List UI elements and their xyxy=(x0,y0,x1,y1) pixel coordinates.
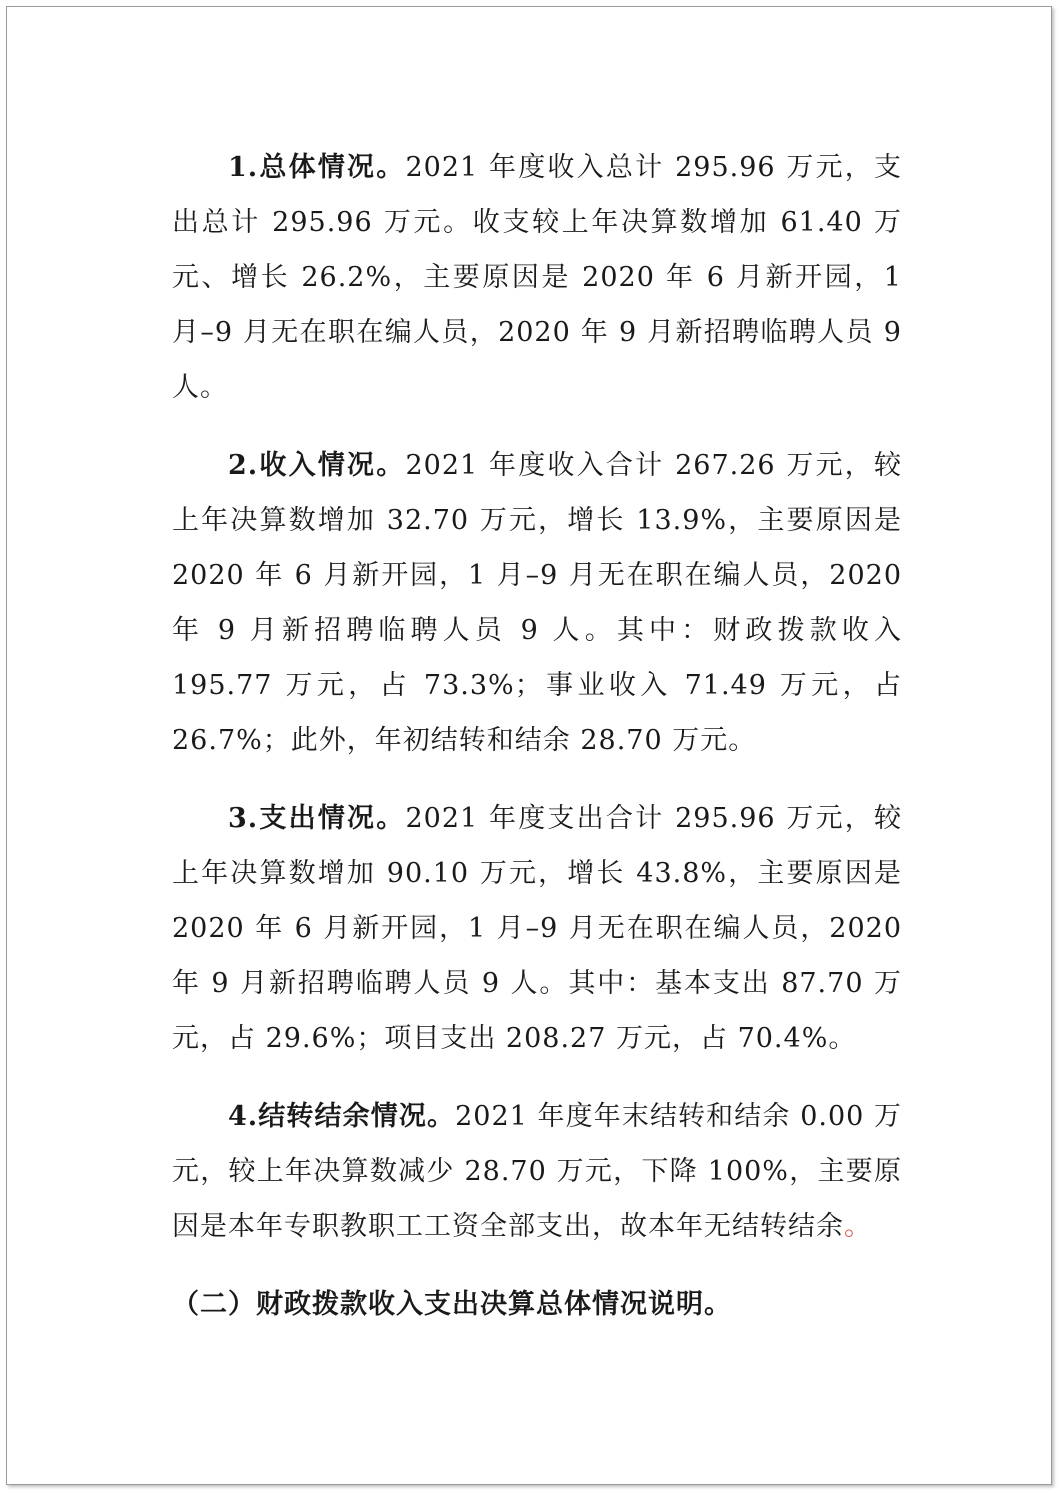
paragraph-carryover xyxy=(172,1089,902,1254)
paragraph-expenditure xyxy=(172,791,902,1066)
paragraph-lead: 3.支出情况。 xyxy=(228,803,406,834)
paragraph-body: 2021 年度收入总计 295.96 万元，支出总计 295.96 万元。收支较上年决算数增加 61.40 万元、增长 26.2%，主要原因是 2020 年 6 月新开园，1 月–9 月无在职在编人员，2020 年 9 月新招聘临聘人员 9 人。 xyxy=(172,152,903,403)
paragraph-income xyxy=(172,438,902,768)
paragraph-lead: 1.总体情况。 xyxy=(228,152,406,183)
document-body xyxy=(172,140,902,1332)
paragraph-body: 2021 年度支出合计 295.96 万元，较上年决算数增加 90.10 万元，增长 43.8%，主要原因是 2020 年 6 月新开园，1 月–9 月无在职在编人员，2020 年 9 月新招聘临聘人员 9 人。其中：基本支出 87.70 万元，占 29.6%；项目支出 208.27 万元，占 70.4%。 xyxy=(172,803,903,1054)
paragraph-body: 2021 年度收入合计 267.26 万元，较上年决算数增加 32.70 万元，增长 13.9%，主要原因是 2020 年 6 月新开园，1 月–9 月无在职在编人员，2020 年 9 月新招聘临聘人员 9 人。其中：财政拨款收入 195.77 万元，占 73.3%；事业收入 71.49 万元，占 26.7%；此外，年初结转和结余 28.70 万元。 xyxy=(172,450,903,756)
paragraph-lead: 4.结转结余情况。 xyxy=(228,1101,456,1132)
section-heading: （二）财政拨款收入支出决算总体情况说明。 xyxy=(172,1289,732,1320)
paragraph-end-mark: 。 xyxy=(844,1211,872,1242)
paragraph-body: 2021 年度年末结转和结余 0.00 万元，较上年决算数减少 28.70 万元，下降 100%，主要原因是本年专职教职工工资全部支出，故本年无结转结余 xyxy=(172,1101,903,1242)
document-page xyxy=(6,6,1052,1485)
paragraph-overall xyxy=(172,140,902,415)
paragraph-lead: 2.收入情况。 xyxy=(228,450,406,481)
